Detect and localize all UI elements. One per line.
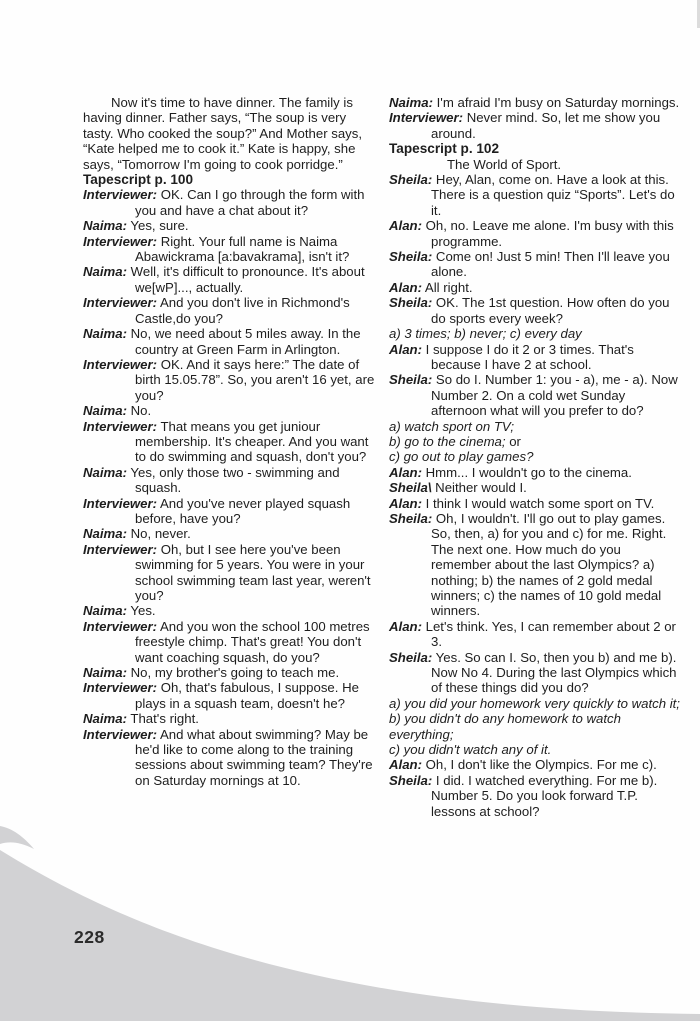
speaker-name: Interviewer: bbox=[83, 680, 158, 696]
quiz-option-text: a) 3 times; b) never; c) every day bbox=[389, 326, 582, 342]
dialogue-line: Alan: Oh, no. Leave me alone. I'm busy with this programme. bbox=[389, 218, 674, 249]
quiz-option-line bbox=[389, 696, 682, 711]
speaker-name: Interviewer: bbox=[83, 187, 158, 203]
dialogue-line: Sheila: Come on! Just 5 min! Then I'll leave you alone. bbox=[389, 249, 670, 280]
dialogue-line: Interviewer: Never mind. So, let me show you around. bbox=[389, 110, 661, 141]
speaker-name: Sheila: bbox=[389, 372, 433, 388]
speaker-name: Interviewer: bbox=[83, 726, 158, 742]
speaker-name: Naima: bbox=[83, 526, 127, 542]
dialogue-line: Alan: I think I would watch some sport on TV. bbox=[389, 495, 655, 511]
speaker-name: Alan: bbox=[389, 757, 422, 773]
intro-paragraph: Now it's time to have dinner. The family is having dinner. Father says, “The soup is very tasty. Who cooked the soup?” And Mother says, “Kate helped me to cook it.” Kate is happy, she says, “Tomorrow I'm going to cook porridge.” bbox=[83, 95, 363, 172]
speaker-name: Sheila: bbox=[389, 249, 433, 265]
speaker-name: Interviewer: bbox=[83, 541, 158, 557]
speaker-name: Sheila: bbox=[389, 295, 433, 311]
speaker-name: Naima: bbox=[83, 264, 127, 280]
speaker-name: Interviewer: bbox=[389, 110, 464, 126]
speaker-name: Interviewer: bbox=[83, 356, 158, 372]
speaker-name: Naima: bbox=[83, 326, 127, 342]
dialogue-line: Interviewer: That means you get juniour membership. It's cheaper. And you want to do swimming and squash, don't you? bbox=[83, 418, 369, 465]
dialogue-line: Interviewer: Oh, that's fabulous, I suppose. He plays in a squash team, doesn't he? bbox=[83, 680, 359, 711]
dialogue-line: Interviewer: And you won the school 100 metres freestyle chimp. That's great! You don't want coaching squash, do you? bbox=[83, 618, 370, 665]
quiz-option-line bbox=[389, 449, 682, 464]
dialogue-line: Sheila\ Neither would I. bbox=[389, 480, 527, 496]
dialogue-line: Sheila: I did. I watched everything. For me b). Number 5. Do you look forward T.P. lessons at school? bbox=[389, 772, 658, 819]
speaker-name: Sheila: bbox=[389, 510, 433, 526]
speaker-name: Interviewer: bbox=[83, 418, 158, 434]
left-column bbox=[83, 95, 376, 788]
speaker-name: Naima: bbox=[83, 218, 127, 234]
speaker-name: Naima: bbox=[83, 464, 127, 480]
quiz-option-suffix: or bbox=[505, 433, 521, 449]
speaker-name: Interviewer: bbox=[83, 618, 158, 634]
dialogue-line: Sheila: Yes. So can I. So, then you b) and me b). Now No 4. During the last Olympics which of these things did you do? bbox=[389, 649, 677, 696]
dialogue-line: Naima: No, never. bbox=[83, 526, 191, 542]
dialogue-line: Naima: I'm afraid I'm busy on Saturday mornings. bbox=[389, 95, 680, 110]
dialogue-title: The World of Sport. bbox=[447, 156, 562, 172]
quiz-option-line bbox=[389, 326, 682, 341]
tapescript-heading: Tapescript p. 100 bbox=[83, 172, 194, 188]
quiz-option-text: a) watch sport on TV; bbox=[389, 418, 515, 434]
quiz-option-line bbox=[389, 434, 682, 449]
speaker-name: Naima: bbox=[83, 603, 127, 619]
speaker-name: Alan: bbox=[389, 495, 422, 511]
speaker-name: Alan: bbox=[389, 279, 422, 295]
dialogue-line: Interviewer: OK. And it says here:” The date of birth 15.05.78”. So, you aren't 16 yet, are you? bbox=[83, 356, 375, 403]
dialogue-line: Interviewer: OK. Can I go through the form with you and have a chat about it? bbox=[83, 187, 365, 218]
dialogue-line: Naima: That's right. bbox=[83, 711, 199, 727]
speaker-name: Interviewer: bbox=[83, 295, 158, 311]
dialogue-line: Interviewer: And what about swimming? May be he'd like to come along to the training sessions about swimming team? They're on Saturday mornings at 10. bbox=[83, 726, 373, 788]
dialogue-line: Alan: Hmm... I wouldn't go to the cinema. bbox=[389, 464, 632, 480]
dialogue-line: Interviewer: And you've never played squash before, have you? bbox=[83, 495, 351, 526]
swoosh-top-sliver bbox=[0, 826, 34, 849]
dialogue-line: Interviewer: Oh, but I see here you've been swimming for 5 years. You were in your school swimming team last year, weren't you? bbox=[83, 541, 371, 603]
quiz-option-text: b) you didn't do any homework to watch everything; bbox=[389, 711, 621, 742]
dialogue-line: Naima: Yes. bbox=[83, 603, 156, 619]
quiz-option-text: c) go out to play games? bbox=[389, 449, 534, 465]
quiz-option-text: a) you did your homework very quickly to watch it; bbox=[389, 695, 680, 711]
swoosh-main-arc bbox=[0, 850, 700, 1021]
speaker-name: Alan: bbox=[389, 341, 422, 357]
quiz-option-text: c) you didn't watch any of it. bbox=[389, 742, 552, 758]
quiz-option-line bbox=[389, 742, 682, 757]
dialogue-line: Alan: All right. bbox=[389, 279, 473, 295]
speaker-name: Alan: bbox=[389, 218, 422, 234]
speaker-name: Sheila: bbox=[389, 649, 433, 665]
speaker-name: Sheila: bbox=[389, 772, 433, 788]
dialogue-line: Alan: Oh, I don't like the Olympics. For me c). bbox=[389, 757, 657, 773]
speaker-name: Sheila: bbox=[389, 172, 433, 188]
dialogue-line: Interviewer: And you don't live in Richmond's Castle,do you? bbox=[83, 295, 350, 326]
dialogue-line: Naima: No, we need about 5 miles away. In the country at Green Farm in Arlington. bbox=[83, 326, 361, 357]
dialogue-line: Naima: Well, it's difficult to pronounce. It's about we[wP]..., actually. bbox=[83, 264, 365, 295]
dialogue-line: Naima: No, my brother's going to teach me. bbox=[83, 665, 340, 681]
dialogue-line: Sheila: Oh, I wouldn't. I'll go out to play games. So, then, a) for you and c) for me. Right. The next one. How much do you remember about the last Olympics? a) nothing; b) the names of 2 gold medal winners; c) the names of 10 gold medal winners. bbox=[389, 510, 667, 619]
dialogue-line: Naima: Yes, sure. bbox=[83, 218, 189, 234]
speaker-name: Interviewer: bbox=[83, 495, 158, 511]
dialogue-line: Sheila: Hey, Alan, come on. Have a look at this. There is a question quiz “Sports”. Let's do it. bbox=[389, 172, 675, 218]
speaker-name: Interviewer: bbox=[83, 233, 158, 249]
right-column bbox=[389, 95, 682, 819]
dialogue-line: Sheila: OK. The 1st question. How often do you do sports every week? bbox=[389, 295, 670, 326]
speaker-name: Naima: bbox=[389, 95, 433, 110]
dialogue-line: Naima: No. bbox=[83, 403, 152, 419]
speaker-name: Naima: bbox=[83, 403, 127, 419]
speaker-name: Sheila\ bbox=[389, 480, 432, 496]
dialogue-line: Alan: I suppose I do it 2 or 3 times. That's because I have 2 at school. bbox=[389, 341, 634, 372]
dialogue-line: Sheila: So do I. Number 1: you - a), me - a). Now Number 2. On a cold wet Sunday afternoon what will you prefer to do? bbox=[389, 372, 678, 419]
speaker-name: Naima: bbox=[83, 665, 127, 681]
quiz-option-line bbox=[389, 419, 682, 434]
dialogue-line: Alan: Let's think. Yes, I can remember about 2 or 3. bbox=[389, 618, 676, 650]
speaker-name: Alan: bbox=[389, 464, 422, 480]
quiz-option-text: b) go to the cinema; bbox=[389, 433, 506, 449]
page-number: 228 bbox=[74, 927, 105, 947]
speaker-name: Naima: bbox=[83, 711, 127, 727]
tapescript-heading: Tapescript p. 102 bbox=[389, 141, 500, 157]
quiz-option-line bbox=[389, 711, 682, 742]
dialogue-line: Naima: Yes, only those two - swimming and squash. bbox=[83, 464, 340, 496]
dialogue-line: Interviewer: Right. Your full name is Naima Abawickrama [a:bavakrama], isn't it? bbox=[83, 233, 350, 265]
speaker-name: Alan: bbox=[389, 618, 422, 634]
